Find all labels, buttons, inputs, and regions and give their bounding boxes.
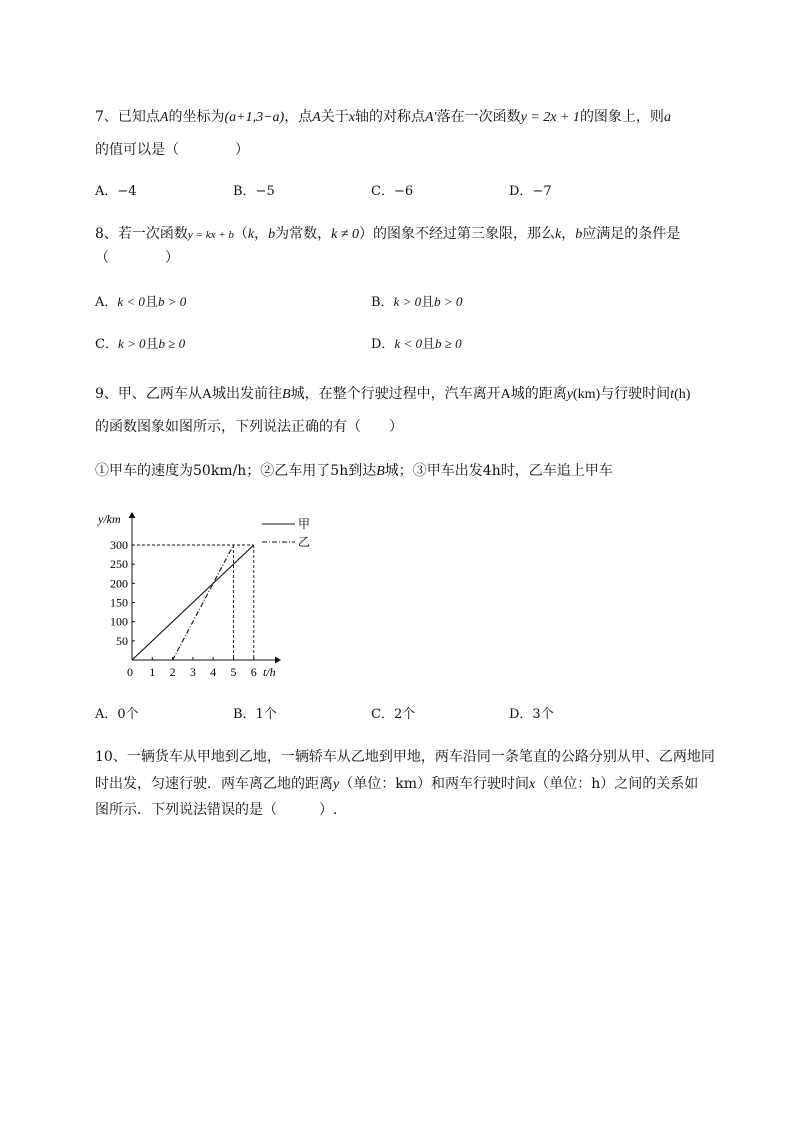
q7-number: 7、 <box>95 109 118 125</box>
y-tick-label: 150 <box>110 595 128 610</box>
q10-line1: 10、一辆货车从甲地到乙地，一辆轿车从乙地到甲地，两车沿同一条笔直的公路分别从甲、乙两地同 <box>95 749 715 765</box>
q7-option-d: D．−7 <box>509 184 552 199</box>
q8-option-d: D．k < 0且b ≥ 0 <box>371 336 462 352</box>
series-line-yi <box>173 545 234 660</box>
q9-line2: 的函数图象如图所示，下列说法正确的有（ ） <box>95 419 403 435</box>
q10-line2: 时出发，匀速行驶．两车离乙地的距离y（单位：km）和两车行驶时间x（单位：h）之间的关系如 <box>95 776 699 792</box>
distance-time-graph <box>90 505 330 690</box>
q7-coordinate: (a+1,3−a) <box>224 110 285 125</box>
x-tick-label: 1 <box>149 665 156 679</box>
x-tick-label: 6 <box>250 665 257 679</box>
q9-number: 9、 <box>95 386 118 402</box>
x-tick-label: 3 <box>189 665 196 679</box>
q10-line3: 图所示．下列说法错误的是（ ）. <box>95 802 338 818</box>
y-tick-label: 200 <box>110 576 128 591</box>
y-tick-label: 100 <box>110 614 128 629</box>
x-tick-label: 2 <box>169 665 176 679</box>
q9-line1: 9、甲、乙两车从A城出发前往B城，在整个行驶过程中，汽车离开A城的距离y(km)与行驶时间t(h) <box>95 386 691 402</box>
x-tick-label: 5 <box>230 665 237 679</box>
legend-label-yi: 乙 <box>298 535 311 549</box>
q7-option-a: A．−4 <box>95 184 137 199</box>
q9-statements: ①甲车的速度为50km/h；②乙车用了5h到达B城；③甲车出发4h时，乙车追上甲车 <box>95 463 613 479</box>
q7-line2: 的值可以是（ ） <box>95 142 249 158</box>
q8-function: y = kx + b <box>187 229 234 241</box>
q8-line2: （ ） <box>95 250 179 266</box>
q8-number: 8、 <box>95 226 118 242</box>
q7-function: y = 2x + 1 <box>520 110 580 125</box>
q9-option-d: D．3个 <box>509 707 554 722</box>
q8-option-b: B．k > 0且b > 0 <box>371 294 463 310</box>
legend <box>262 517 310 549</box>
q8-option-a: A．k < 0且b > 0 <box>95 294 187 310</box>
y-axis-label: y/km <box>98 512 121 526</box>
q8-line1: 8、若一次函数y = kx + b（k，b为常数，k ≠ 0）的图象不经过第三象限，那么k，b应满足的条件是 <box>95 226 681 242</box>
series-line-jia <box>132 545 254 660</box>
q9-option-a: A．0个 <box>95 707 139 722</box>
y-tick-label: 50 <box>116 633 128 648</box>
x-tick-label: 0 <box>127 665 133 679</box>
q10-number: 10、 <box>95 749 127 765</box>
q9-option-c: C．2个 <box>371 707 416 722</box>
q7-option-b: B．−5 <box>233 184 275 199</box>
y-tick-label: 250 <box>110 557 128 572</box>
q8-option-c: C．k > 0且b ≥ 0 <box>95 336 186 352</box>
q7-option-c: C．−6 <box>371 184 414 199</box>
x-tick-label: 4 <box>210 665 217 679</box>
legend-label-jia: 甲 <box>298 517 311 531</box>
q7-line1: 7、已知点A的坐标为(a+1,3−a)，点A关于x轴的对称点A′落在一次函数y = 2x + 1的图象上，则a <box>95 109 671 125</box>
q9-option-b: B．1个 <box>233 707 277 722</box>
x-axis-label: t/h <box>263 665 276 679</box>
y-tick-label: 300 <box>110 538 128 552</box>
